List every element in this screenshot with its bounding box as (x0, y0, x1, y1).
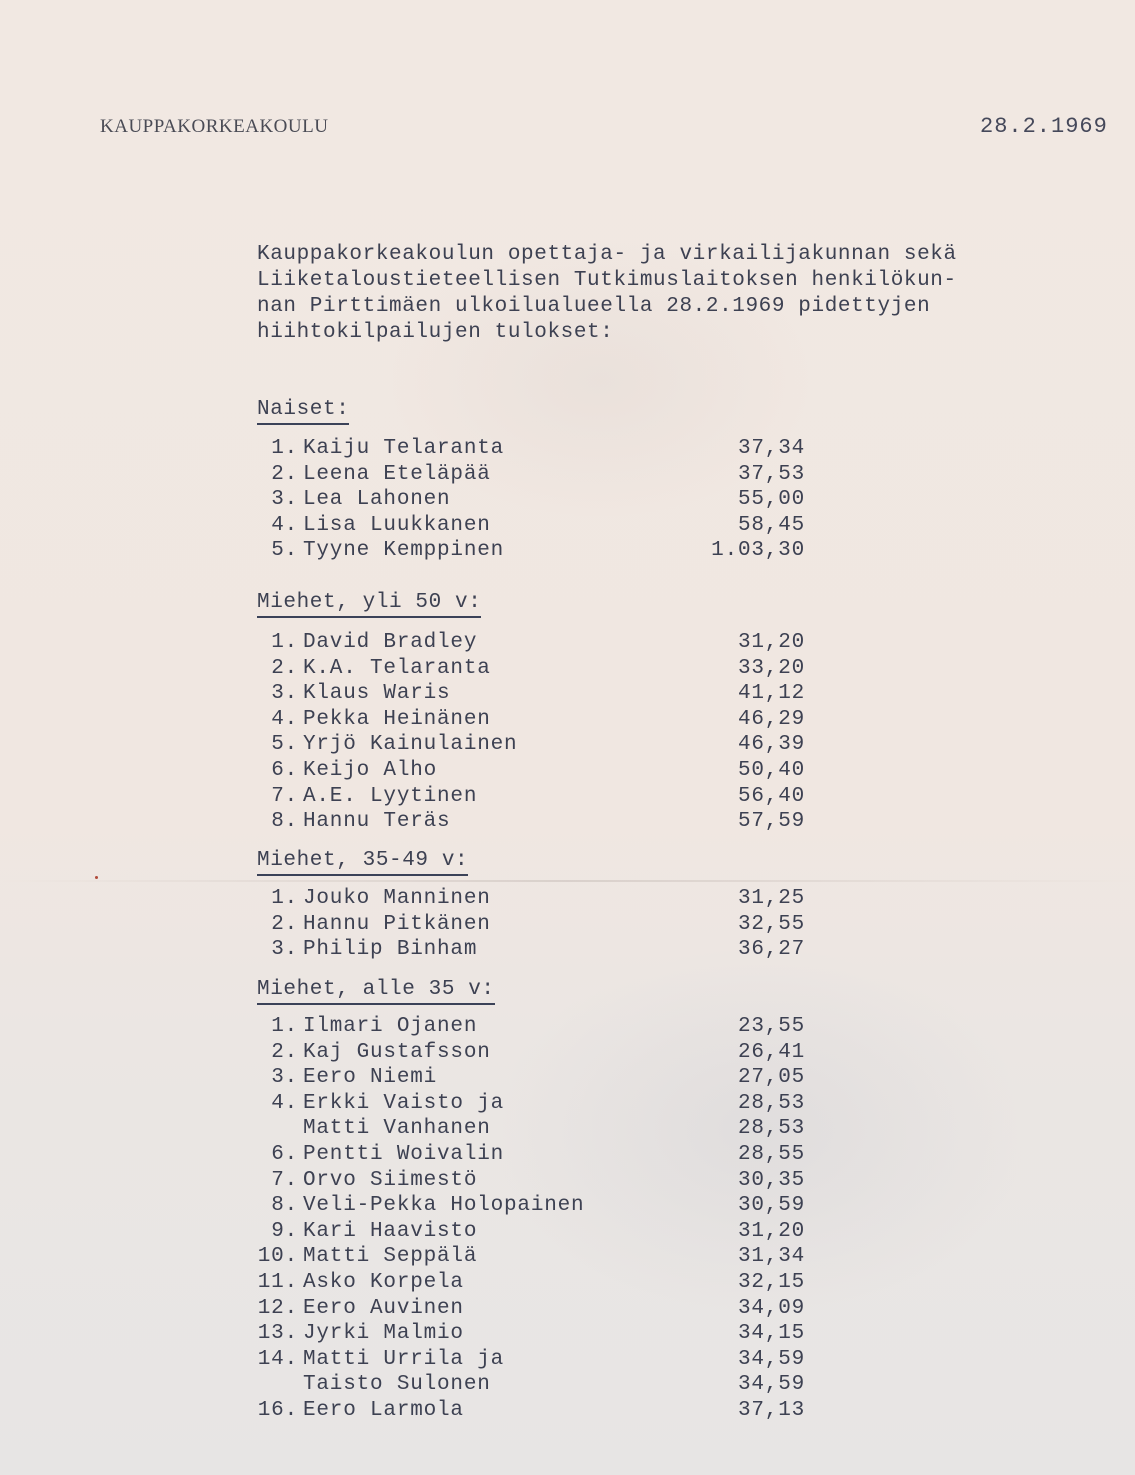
section-title-men-35-49: Miehet, 35-49 v: (257, 849, 468, 876)
result-time: 31,25 (737, 887, 805, 910)
competitor-name: Matti Vanhanen (303, 1117, 491, 1141)
result-time: 23,55 (737, 1015, 805, 1038)
result-row-naiset (230, 462, 810, 488)
result-rank: 12. (257, 1296, 298, 1320)
intro-paragraph (257, 242, 1117, 346)
result-time: 31,20 (737, 631, 805, 654)
result-time: 37,34 (737, 437, 805, 460)
result-row-men-under-35 (230, 1142, 810, 1168)
result-rank: 11. (257, 1271, 298, 1294)
result-rank: 7. (271, 784, 298, 808)
competitor-name: David Bradley (303, 631, 478, 654)
result-rank: 6. (271, 1143, 298, 1166)
result-row-naiset (230, 513, 810, 539)
result-rank: 14. (257, 1347, 298, 1371)
result-time: 31,34 (737, 1245, 805, 1269)
result-rank: 2. (271, 912, 298, 936)
competitor-name: Keijo Alho (303, 759, 438, 782)
result-row-men-over-50 (230, 758, 810, 784)
competitor-name: Hannu Teräs (303, 810, 451, 834)
result-time: 26,41 (737, 1040, 805, 1064)
result-time: 41,12 (737, 682, 805, 706)
result-rank: 1. (271, 631, 298, 654)
competitor-name: Taisto Sulonen (303, 1373, 491, 1397)
result-row-men-under-35 (230, 1270, 810, 1296)
result-rank: 3. (271, 1066, 298, 1090)
result-rank: 2. (271, 1040, 298, 1064)
competitor-name: Veli-Pekka Holopainen (303, 1194, 585, 1218)
result-row-men-under-35 (230, 1321, 810, 1347)
intro-line: nan Pirttimäen ulkoilualueella 28.2.1969 pidettyjen (257, 295, 931, 318)
result-row-men-35-49 (230, 886, 810, 912)
competitor-name: Leena Eteläpää (303, 462, 491, 486)
competitor-name: Jyrki Malmio (303, 1322, 464, 1346)
result-time: 33,20 (737, 656, 805, 680)
result-row-men-35-49 (230, 912, 810, 938)
result-row-men-under-35 (230, 1065, 810, 1091)
result-time: 1.03,30 (711, 539, 805, 563)
result-rank: 2. (271, 656, 298, 680)
competitor-name: K.A. Telaranta (303, 656, 491, 680)
result-row-naiset (230, 538, 810, 564)
paper-speck (95, 876, 98, 879)
result-time: 57,59 (737, 810, 805, 834)
competitor-name: Matti Seppälä (303, 1245, 478, 1269)
result-time: 46,39 (737, 733, 805, 757)
result-rank: 5. (271, 733, 298, 757)
result-row-naiset (230, 487, 810, 513)
result-row-men-over-50 (230, 784, 810, 810)
result-rank: 7. (271, 1168, 298, 1192)
result-rank: 3. (271, 938, 298, 962)
result-time: 34,59 (737, 1347, 805, 1371)
competitor-name: Eero Auvinen (303, 1296, 464, 1320)
result-rank: 9. (271, 1219, 298, 1243)
result-row-men-under-35 (230, 1091, 810, 1117)
result-row-men-under-35 (230, 1219, 810, 1245)
result-row-men-under-35 (230, 1116, 810, 1142)
result-time: 37,13 (737, 1399, 805, 1422)
result-rank: 1. (271, 1015, 298, 1038)
competitor-name: Klaus Waris (303, 682, 451, 706)
result-time: 34,09 (737, 1296, 805, 1320)
result-rank: 8. (271, 1194, 298, 1218)
intro-line: Kauppakorkeakoulun opettaja- ja virkailijakunnan sekä (257, 243, 957, 266)
result-time: 34,15 (737, 1322, 805, 1346)
competitor-name: Eero Larmola (303, 1399, 464, 1422)
competitor-name: Asko Korpela (303, 1271, 464, 1294)
result-row-men-over-50 (230, 707, 810, 733)
result-rank: 2. (271, 462, 298, 486)
result-rank: 13. (257, 1322, 298, 1346)
competitor-name: Jouko Manninen (303, 887, 491, 910)
section-title-men-over-50: Miehet, yli 50 v: (257, 591, 481, 618)
result-row-men-under-35 (230, 1040, 810, 1066)
result-rank: 3. (271, 682, 298, 706)
intro-line: hiihtokilpailujen tulokset: (257, 321, 614, 344)
result-rank: 1. (271, 437, 298, 460)
result-row-naiset (230, 436, 810, 462)
competitor-name: Pekka Heinänen (303, 707, 491, 731)
result-row-men-under-35 (230, 1014, 810, 1040)
competitor-name: Lisa Luukkanen (303, 513, 491, 537)
document-date: 28.2.1969 (980, 114, 1108, 139)
competitor-name: Hannu Pitkänen (303, 912, 491, 936)
result-time: 34,59 (737, 1373, 805, 1397)
result-time: 27,05 (737, 1066, 805, 1090)
result-row-men-35-49 (230, 937, 810, 963)
result-row-men-under-35 (230, 1193, 810, 1219)
result-row-men-over-50 (230, 732, 810, 758)
result-time: 30,59 (737, 1194, 805, 1218)
competitor-name: Tyyne Kemppinen (303, 539, 505, 563)
result-time: 55,00 (737, 488, 805, 512)
competitor-name: Orvo Siimestö (303, 1168, 478, 1192)
competitor-name: Kaj Gustafsson (303, 1040, 491, 1064)
result-row-men-under-35 (230, 1244, 810, 1270)
competitor-name: Kari Haavisto (303, 1219, 478, 1243)
competitor-name: Kaiju Telaranta (303, 437, 505, 460)
result-rank: 1. (271, 887, 298, 910)
result-rank: 5. (271, 539, 298, 563)
result-rank: 4. (271, 513, 298, 537)
result-row-men-over-50 (230, 681, 810, 707)
competitor-name: Lea Lahonen (303, 488, 451, 512)
intro-line: Liiketaloustieteellisen Tutkimuslaitoksen henkilökun- (257, 269, 957, 292)
result-row-men-over-50 (230, 809, 810, 835)
result-rank: 3. (271, 488, 298, 512)
result-time: 56,40 (737, 784, 805, 808)
competitor-name: Matti Urrila ja (303, 1347, 505, 1371)
result-row-men-under-35 (230, 1398, 810, 1424)
competitor-name: Pentti Woivalin (303, 1143, 505, 1166)
competitor-name: Ilmari Ojanen (303, 1015, 478, 1038)
result-time: 28,55 (737, 1143, 805, 1166)
result-time: 28,53 (737, 1117, 805, 1141)
result-rank: 10. (257, 1245, 298, 1269)
competitor-name: Eero Niemi (303, 1066, 438, 1090)
result-time: 37,53 (737, 462, 805, 486)
institution-name: KAUPPAKORKEAKOULU (100, 116, 329, 137)
paper-fold-line (0, 880, 1135, 882)
result-row-men-under-35 (230, 1168, 810, 1194)
result-rank: 6. (271, 759, 298, 782)
competitor-name: Erkki Vaisto ja (303, 1091, 505, 1115)
result-row-men-under-35 (230, 1372, 810, 1398)
result-rank: 16. (257, 1399, 298, 1422)
result-time: 58,45 (737, 513, 805, 537)
section-title-men-under-35: Miehet, alle 35 v: (257, 978, 495, 1005)
competitor-name: A.E. Lyytinen (303, 784, 478, 808)
result-row-men-over-50 (230, 656, 810, 682)
result-time: 30,35 (737, 1168, 805, 1192)
result-time: 50,40 (737, 759, 805, 782)
result-time: 32,55 (737, 912, 805, 936)
result-rank: 4. (271, 707, 298, 731)
result-time: 32,15 (737, 1271, 805, 1294)
result-row-men-under-35 (230, 1296, 810, 1322)
result-time: 31,20 (737, 1219, 805, 1243)
result-row-men-under-35 (230, 1347, 810, 1373)
result-time: 28,53 (737, 1091, 805, 1115)
competitor-name: Philip Binham (303, 938, 478, 962)
section-title-naiset: Naiset: (257, 398, 349, 425)
result-rank: 8. (271, 810, 298, 834)
result-time: 46,29 (737, 707, 805, 731)
result-rank: 4. (271, 1091, 298, 1115)
result-row-men-over-50 (230, 630, 810, 656)
result-time: 36,27 (737, 938, 805, 962)
competitor-name: Yrjö Kainulainen (303, 733, 518, 757)
